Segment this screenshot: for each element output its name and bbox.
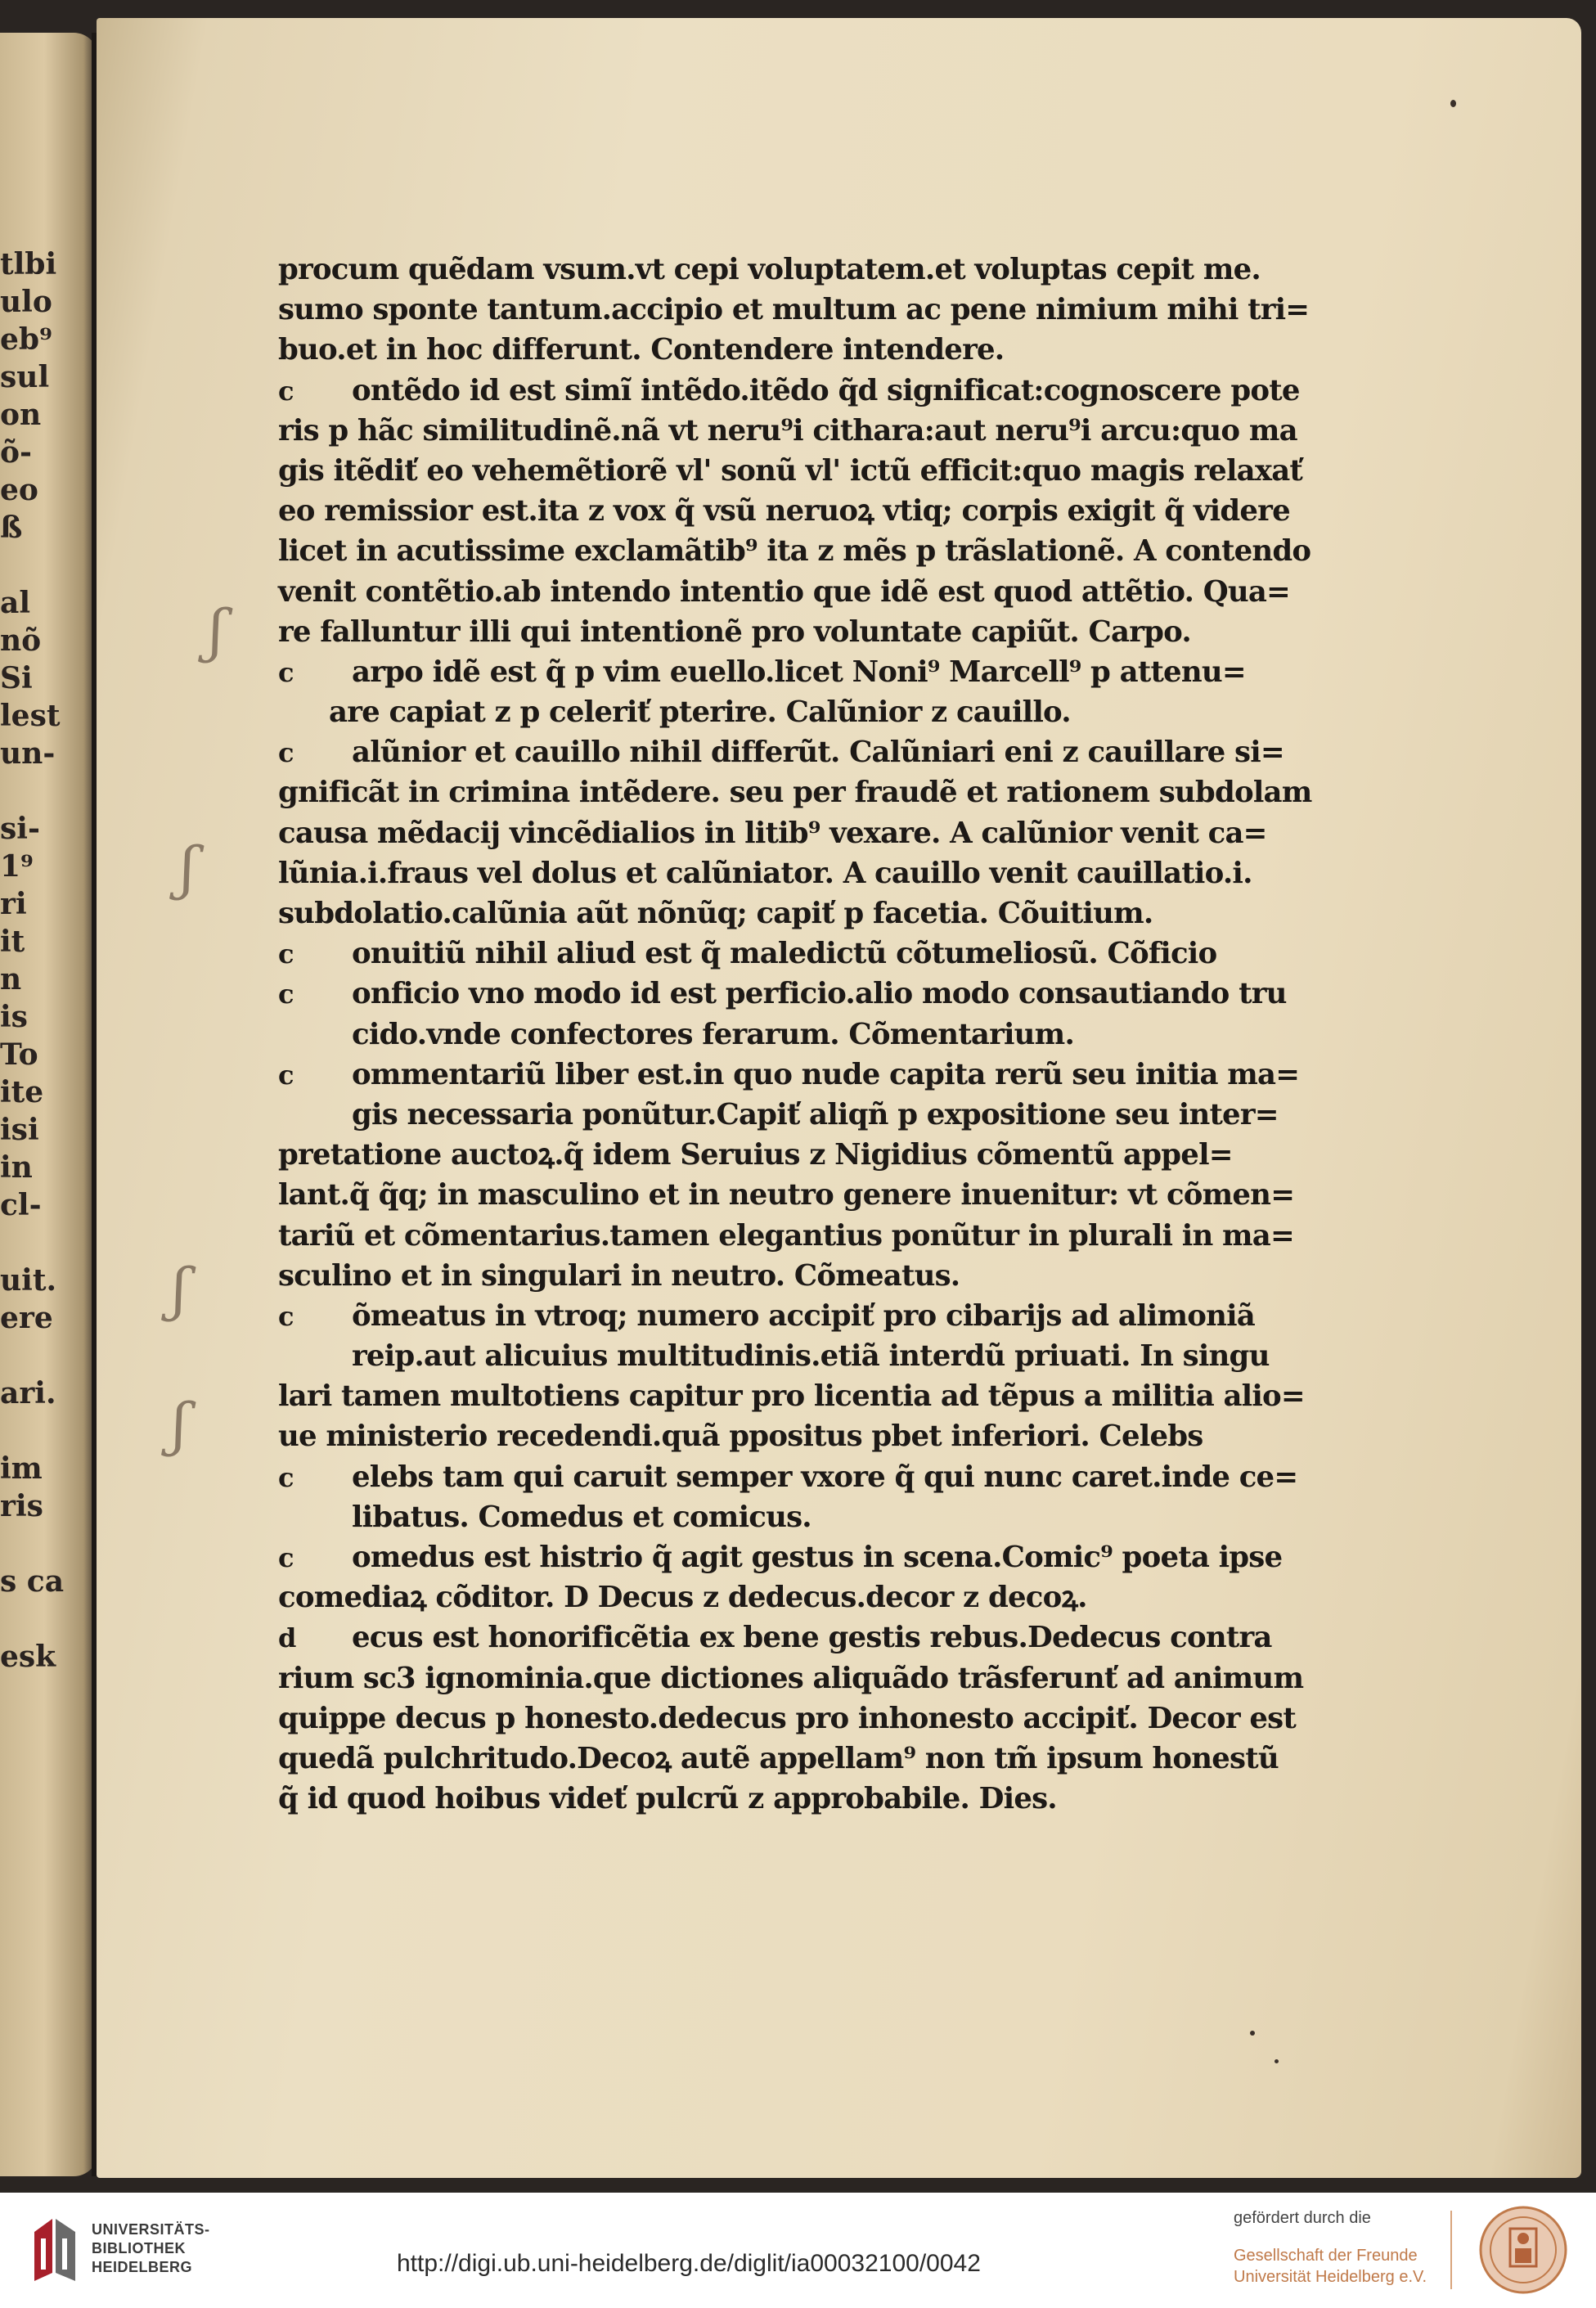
- text-line-content: tariũ et cõmentarius.tamen elegantius ponũtur in plurali in ma=: [278, 1218, 1294, 1253]
- text-line: [278, 451, 1303, 491]
- text-line-content: lant.q̃ q̃q; in masculino et in neutro genere inuenitur: vt cõmen=: [278, 1178, 1295, 1212]
- text-line: [278, 1015, 1211, 1055]
- university-library-logo-icon: [31, 2216, 79, 2283]
- text-line-content: buo.et in hoc differunt. Contendere intendere.: [278, 333, 1005, 367]
- text-line-content: onuitiũ nihil aliud est q̃ maledictũ cõtumeliosũ. Cõficio: [352, 937, 1217, 971]
- text-line-content: causa mẽdacij vincẽdialios in litib⁹ vexare. A calũnior venit ca=: [278, 816, 1267, 850]
- text-line-content: gnificãt in crimina intẽdere. seu per fraudẽ et rationem subdolam: [278, 776, 1312, 810]
- text-line: [278, 1739, 1279, 1779]
- university-seal-icon: [1479, 2206, 1567, 2294]
- printed-text-column: [278, 250, 1312, 1819]
- text-line: [278, 1296, 1255, 1336]
- text-line: [278, 1698, 1296, 1739]
- text-line: [278, 974, 1287, 1014]
- text-line-content: ontẽdo id est simĩ intẽdo.itẽdo q̃d significat:cognoscere pote: [352, 373, 1300, 407]
- guide-letter: c: [278, 938, 294, 970]
- text-line: [278, 1256, 1211, 1296]
- text-line-content: cido.vnde confectores ferarum. Cõmentarium.: [352, 1017, 1075, 1051]
- library-name-line: BIBLIOTHEK: [92, 2240, 186, 2256]
- library-name: [92, 2220, 210, 2277]
- text-line: [278, 1376, 1305, 1416]
- text-line-content: are capiat z p celeriť pterire. Calũnior z cauillo.: [329, 695, 1071, 730]
- text-line-content: sculino et in singulari in neutro. Cõmeatus.: [278, 1258, 960, 1293]
- permalink-url[interactable]: http://digi.ub.uni-heidelberg.de/diglit/ia00032100/0042: [397, 2250, 981, 2277]
- text-line: [278, 1497, 1211, 1537]
- text-line: [278, 1779, 1211, 1819]
- text-line: [278, 772, 1312, 812]
- text-line-content: lũnia.i.fraus vel dolus et calũniator. A cauillo venit cauillatio.i.: [278, 856, 1252, 890]
- text-line: [278, 1336, 1270, 1376]
- text-line: [278, 612, 1211, 652]
- text-line-content: quippe decus p honesto.dedecus pro inhonesto accipiť. Decor est: [278, 1701, 1296, 1735]
- text-line-content: quedã pulchritudo.Decoꝝ autẽ appellam⁹ non tm̃ ipsum honestũ: [278, 1741, 1279, 1775]
- text-line: [278, 1216, 1294, 1256]
- text-line-content: onficio vno modo id est perficio.alio modo consautiando tru: [352, 977, 1287, 1011]
- text-line: [278, 572, 1290, 612]
- text-line: [278, 1457, 1298, 1497]
- text-line-content: venit contẽtio.ab intendo intentio que idẽ est quod attẽtio. Qua=: [278, 574, 1290, 609]
- footer-divider: [1450, 2211, 1452, 2289]
- sponsor-name: [1234, 2245, 1427, 2288]
- guide-letter: c: [278, 1461, 294, 1493]
- text-line: [278, 250, 1261, 290]
- text-line: [278, 1577, 1211, 1617]
- text-line-content: q̃ id quod hoibus videť pulcrũ z approbabile. Dies.: [278, 1782, 1057, 1816]
- text-line-content: reip.aut alicuius multitudinis.etiã interdũ priuati. In singu: [352, 1339, 1270, 1374]
- text-line-content: arpo idẽ est q̃ p vim euello.licet Noni⁹ Marcell⁹ p attenu=: [352, 655, 1246, 689]
- text-line-content: libatus. Comedus et comicus.: [352, 1500, 811, 1534]
- text-line-content: ecus est honorificẽtia ex bene gestis rebus.Dedecus contra: [352, 1621, 1272, 1655]
- text-line: [278, 652, 1246, 692]
- guide-letter: c: [278, 656, 294, 688]
- text-line-content: procum quẽdam vsum.vt cepi voluptatem.et voluptas cepit me.: [278, 253, 1261, 286]
- text-line-content: alũnior et cauillo nihil differũt. Calũniari eni z cauillare si=: [352, 736, 1284, 770]
- marginal-mark: ʃ: [172, 1391, 188, 1458]
- text-line-content: ommentariũ liber est.in quo nude capita rerũ seu initia ma=: [352, 1057, 1300, 1091]
- text-line-content: rium sc3 ignominia.que dictiones aliquãdo trãsferunť ad animum: [278, 1661, 1304, 1695]
- left-page-fragments: tlbi ulo eb⁹ sul on õ- eo ß al nõ Si lest un- si- 1⁹ ri it n is To ite isi in cl- uit. ere ari. im ris s ca esk: [0, 247, 65, 1674]
- text-line-content: subdolatio.calũnia aũt nõnũq; capiť p facetia. Cõuitium.: [278, 897, 1153, 930]
- text-line: [278, 1617, 1272, 1658]
- sponsor-name-line: Universität Heidelberg e.V.: [1234, 2268, 1427, 2286]
- text-line-content: õmeatus in vtroq; numero accipiť pro cibarijs ad alimoniã: [352, 1298, 1255, 1333]
- text-line: [278, 853, 1252, 893]
- text-line-content: licet in acutissime exclamãtib⁹ ita z mẽs p trãslationẽ. A contendo: [278, 534, 1311, 569]
- text-line: [278, 290, 1310, 330]
- guide-letter: c: [278, 375, 294, 407]
- text-line: [278, 531, 1311, 571]
- text-line: [278, 1055, 1300, 1095]
- marginal-mark: ʃ: [172, 1256, 188, 1323]
- text-line-content: gis itẽdiť eo vehemẽtiorẽ vl' sonũ vl' ictũ efficit:quo magis relaxať: [278, 453, 1303, 488]
- text-line-content: ris p hãc similitudinẽ.nã vt neru⁹i cithara:aut neru⁹i arcu:quo ma: [278, 413, 1297, 448]
- text-line: [278, 813, 1267, 853]
- guide-letter: d: [278, 1622, 296, 1654]
- text-line-content: eo remissior est.ita z vox q̃ vsũ neruoꝝ vtiq; corpis exigit q̃ videre: [278, 494, 1290, 529]
- text-line: [278, 1175, 1295, 1215]
- sponsor-name-line: Gesellschaft der Freunde: [1234, 2247, 1418, 2265]
- text-line: [278, 1135, 1233, 1175]
- text-line-content: pretatione auctoꝝ.q̃ idem Seruius z Nigidius cõmentũ appel=: [278, 1138, 1233, 1172]
- text-line: [278, 934, 1217, 974]
- text-line: [278, 491, 1290, 531]
- ink-speck: [1250, 2031, 1255, 2036]
- text-line: [278, 1416, 1211, 1456]
- ink-speck: [1275, 2059, 1279, 2063]
- text-line-content: sumo sponte tantum.accipio et multum ac pene nimium mihi tri=: [278, 293, 1310, 327]
- text-line: [278, 893, 1211, 934]
- marginal-mark: ʃ: [209, 597, 225, 664]
- text-line: [278, 1658, 1304, 1698]
- guide-letter: c: [278, 1542, 294, 1573]
- guide-letter: c: [278, 979, 294, 1010]
- guide-letter: c: [278, 737, 294, 769]
- text-line-content: re falluntur illi qui intentionẽ pro voluntate capiũt. Carpo.: [278, 614, 1191, 649]
- text-line: [278, 1537, 1283, 1577]
- library-name-line: UNIVERSITÄTS-: [92, 2221, 210, 2238]
- library-name-line: HEIDELBERG: [92, 2259, 193, 2275]
- left-page-edge: [0, 33, 98, 2176]
- text-line-content: comediaꝝ cõditor. D Decus z dedecus.decor z decoꝝ.: [278, 1581, 1087, 1615]
- ink-speck: [1450, 100, 1456, 107]
- text-line: [278, 371, 1300, 411]
- guide-letter: c: [278, 1300, 294, 1332]
- text-line-content: gis necessaria ponũtur.Capiť aliqñ p expositione seu inter=: [352, 1097, 1279, 1132]
- marginal-mark: ʃ: [180, 835, 196, 902]
- text-line: [278, 1095, 1279, 1135]
- text-line: [278, 411, 1297, 451]
- footer-bar: [0, 2193, 1596, 2308]
- text-line-content: lari tamen multotiens capitur pro licentia ad tẽpus a militia alio=: [278, 1379, 1305, 1414]
- text-line-content: ue ministerio recedendi.quã ppositus pbet inferiori. Celebs: [278, 1419, 1203, 1454]
- text-line: [278, 692, 1211, 732]
- text-line-content: omedus est histrio q̃ agit gestus in scena.Comic⁹ poeta ipse: [352, 1541, 1283, 1574]
- text-line: [278, 732, 1284, 772]
- text-line: [278, 330, 1211, 370]
- sponsor-label: gefördert durch die: [1234, 2209, 1371, 2227]
- guide-letter: c: [278, 1059, 294, 1091]
- text-line-content: elebs tam qui caruit semper vxore q̃ qui nunc caret.inde ce=: [352, 1460, 1298, 1494]
